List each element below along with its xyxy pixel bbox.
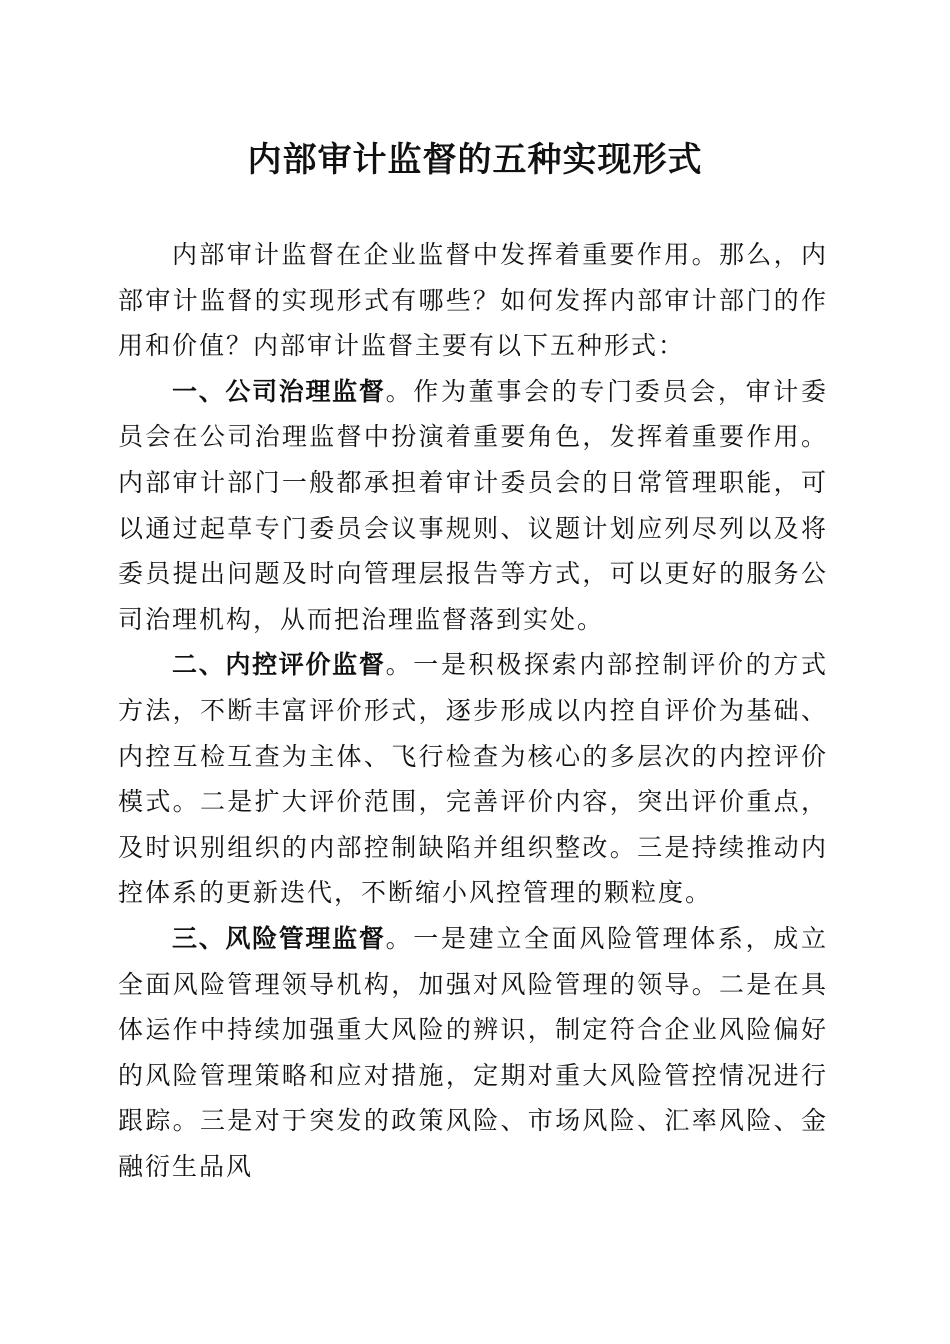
- section-text-2: 。一是积极探索内部控制评价的方式方法，不断丰富评价形式，逐步形成以内控自评价为基础、内控互检互查为主体、飞行检查为核心的多层次的内控评价模式。二是扩大评价范围，完善评价内容，突出评价重点，及时识别组织的内部控制缺陷并组织整改。三是持续推动内控体系的更新迭代，不断缩小风控管理的颗粒度。: [118, 650, 828, 908]
- section-paragraph-1: [118, 369, 828, 643]
- section-paragraph-3: [118, 916, 828, 1190]
- section-heading-2: 二、内控评价监督: [172, 650, 386, 680]
- document-title: 内部审计监督的五种实现形式: [247, 140, 703, 180]
- intro-paragraph: 内部审计监督在企业监督中发挥着重要作用。那么，内部审计监督的实现形式有哪些？如何发挥内部审计部门的作用和价值？内部审计监督主要有以下五种形式：: [118, 240, 828, 361]
- section-paragraph-2: [118, 642, 828, 916]
- section-heading-3: 三、风险管理监督: [172, 923, 386, 953]
- section-text-3: 。一是建立全面风险管理体系，成立全面风险管理领导机构，加强对风险管理的领导。二是在具体运作中持续加强重大风险的辨识，制定符合企业风险偏好的风险管理策略和应对措施，定期对重大风险管控情况进行跟踪。三是对于突发的政策风险、市场风险、汇率风险、金融衍生品风: [118, 923, 828, 1181]
- document-body: [118, 232, 828, 1189]
- section-heading-1: 一、公司治理监督: [172, 376, 386, 406]
- section-text-1: 。作为董事会的专门委员会，审计委员会在公司治理监督中扮演着重要角色，发挥着重要作用。内部审计部门一般都承担着审计委员会的日常管理职能，可以通过起草专门委员会议事规则、议题计划应列尽列以及将委员提出问题及时向管理层报告等方式，可以更好的服务公司治理机构，从而把治理监督落到实处。: [118, 376, 828, 634]
